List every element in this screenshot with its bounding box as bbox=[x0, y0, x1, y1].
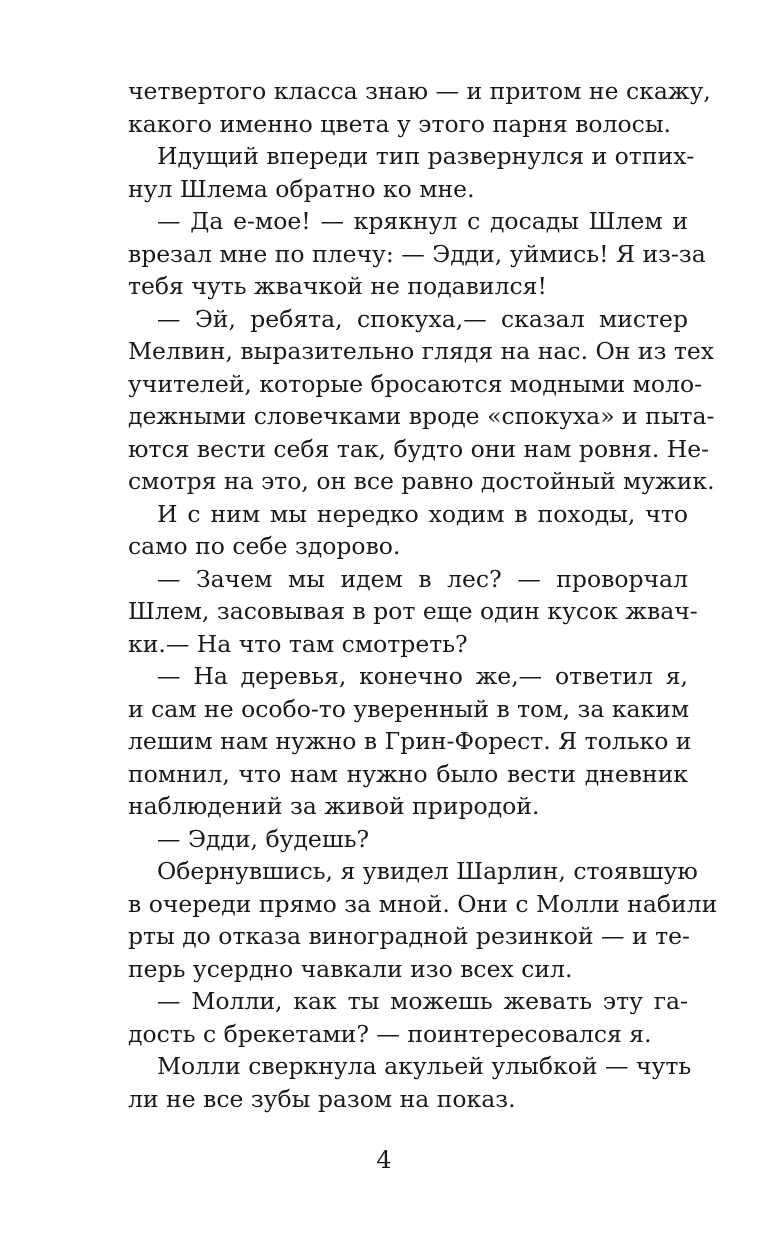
text-line: Обернувшись, я увидел Шарлин, стоявшую bbox=[157, 857, 698, 885]
text-line: какого именно цвета у этого парня волосы. bbox=[128, 109, 671, 138]
text-line: дежными словечками вроде «спокуха» и пыта- bbox=[128, 402, 715, 430]
text-line: в очереди прямо за мной. Они с Молли набили bbox=[128, 889, 718, 918]
text-line: И с ним мы нередко ходим в походы, что bbox=[157, 499, 688, 528]
text-line: — Эй, ребята, спокуха,— сказал мистер bbox=[157, 304, 688, 333]
text-line: само по себе здорово. bbox=[128, 532, 401, 560]
text-line: — На деревья, конечно же,— ответил я, bbox=[157, 662, 688, 690]
text-line: врезал мне по плечу: — Эдди, уймись! Я из-за bbox=[128, 239, 706, 268]
text-line: — Да е-мое! — крякнул с досады Шлем и bbox=[157, 207, 688, 235]
text-line: смотря на это, он все равно достойный мужик. bbox=[128, 467, 715, 495]
text-line: ются вести себя так, будто они нам ровня. Не- bbox=[128, 434, 710, 463]
text-line: перь усердно чавкали изо всех сил. bbox=[128, 954, 573, 983]
text-line: — Эдди, будешь? bbox=[157, 824, 370, 853]
text-line: и сам не особо-то уверенный в том, за каким bbox=[128, 694, 690, 723]
text-line: ки.— На что там смотреть? bbox=[128, 629, 468, 658]
text-line: рты до отказа виноградной резинкой — и те- bbox=[128, 922, 690, 950]
text-line: учителей, которые бросаются модными моло- bbox=[128, 369, 703, 398]
text-line: четвертого класса знаю — и притом не скажу, bbox=[128, 77, 711, 105]
text-line: — Молли, как ты можешь жевать эту га- bbox=[157, 987, 688, 1015]
text-line: дость с брекетами? — поинтересовался я. bbox=[128, 1019, 652, 1048]
text-line: лешим нам нужно в Грин-Форест. Я только и bbox=[128, 727, 692, 755]
text-line: тебя чуть жвачкой не подавился! bbox=[128, 272, 547, 300]
text-line: помнил, что нам нужно было вести дневник bbox=[128, 759, 688, 788]
text-line: Идущий впереди тип развернулся и отпих- bbox=[157, 142, 695, 170]
text-line: ли не все зубы разом на показ. bbox=[128, 1084, 516, 1113]
body-text bbox=[128, 75, 718, 1115]
text-line: Мелвин, выразительно глядя на нас. Он из тех bbox=[128, 337, 715, 365]
page-number: 4 bbox=[376, 1146, 392, 1174]
text-line: Молли сверкнула акульей улыбкой — чуть bbox=[157, 1052, 692, 1080]
text-line: — Зачем мы идем в лес? — проворчал bbox=[157, 564, 688, 593]
text-line: наблюдений за живой природой. bbox=[128, 792, 540, 820]
text-line: нул Шлема обратно ко мне. bbox=[128, 174, 475, 203]
text-line: Шлем, засовывая в рот еще один кусок жвач- bbox=[128, 597, 698, 625]
